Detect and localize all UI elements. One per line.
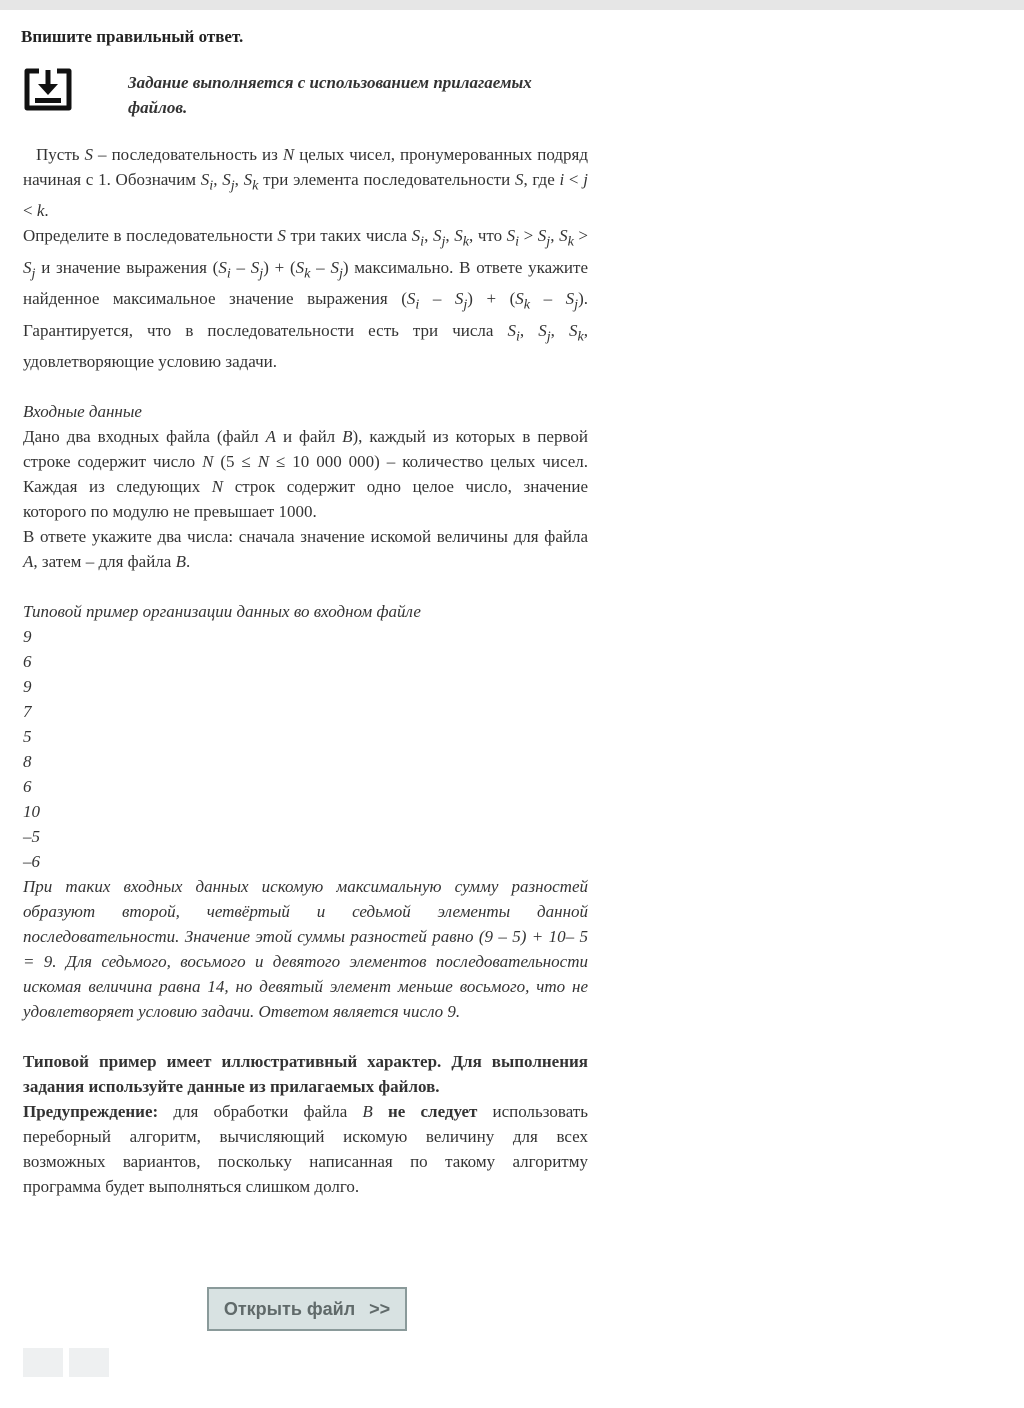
sample-heading: Типовой пример организации данных во входном файле: [23, 601, 421, 621]
double-chevron-right-icon: >>: [369, 1298, 391, 1319]
task-content: [23, 142, 588, 1199]
sample-value: –5: [23, 826, 40, 846]
sample-value: 9: [23, 676, 32, 696]
sample-value: 5: [23, 726, 32, 746]
nav-placeholder-left[interactable]: [23, 1348, 63, 1377]
open-file-button[interactable]: [207, 1287, 407, 1331]
illustrative-note: Типовой пример имеет иллюстративный характер. Для выполнения задания используйте данные из прилагаемых файлов.: [23, 1051, 588, 1096]
task-statement: Пусть S – последовательность из N целых чисел, пронумерованных подряд начиная с 1. Обозначим $S_i$, $S_j$, $S_k$ три элемента последовательности S, где i < j < k.: [23, 145, 588, 221]
answer-instruction: В ответе укажите два числа: сначала значение искомой величины для файла A, затем – для файла B.: [23, 526, 588, 571]
sample-values: [23, 624, 588, 874]
input-description: Дано два входных файла (файл A и файл B), каждый из которых в первой строке содержит число N (5 ≤ N ≤ 10 000 000) – количество целых чисел. Каждая из следующих N строк содержит одно целое число, значение которого по модулю не превышает 1000.: [23, 426, 589, 521]
sample-value: 8: [23, 751, 32, 771]
top-bar: [0, 0, 1024, 10]
nav-placeholder-right[interactable]: [69, 1348, 109, 1377]
sample-value: 6: [23, 651, 32, 671]
sample-value: 6: [23, 776, 32, 796]
sample-value: 10: [23, 801, 40, 821]
sample-value: 7: [23, 701, 32, 721]
file-note: Задание выполняется с использованием прилагаемых файлов.: [128, 73, 532, 117]
sample-value: 9: [23, 626, 32, 646]
input-heading: Входные данные: [23, 401, 142, 421]
task-condition: Определите в последовательности S три таких числа $S_i$, $S_j$, $S_k$, что $S_i > S_j$, $S_k > S_j$ и значение выражения $(S_i - S_j) + (S_k - S_j)$ максимально. В ответе укажите найденное максимальное значение выражения $(S_i - S_j) + (S_k - S_j)$. Гарантируется, что в последовательности есть три числа $S_i$, $S_j$, $S_k$, удовлетворяющие условию задачи.: [23, 226, 589, 371]
sample-explanation: При таких входных данных искомую максимальную сумму разностей образуют второй, четвёртый и седьмой элементы данной последовательности. Значение этой суммы разностей равно (9 – 5) + 10– 5 = 9. Для седьмого, восьмого и девятого элементов последовательности искомая величина равна 14, но девятый элемент меньше восьмого, что не удовлетворяет условию задачи. Ответом является число 9.: [23, 876, 588, 1021]
open-file-label: Открыть файл: [223, 1298, 356, 1319]
instruction-title: Впишите правильный ответ.: [21, 27, 244, 46]
warning: Предупреждение: для обработки файла B не следует использовать переборный алгоритм, вычисляющий искомую величину для всех возможных вариантов, поскольку написанная по такому алгоритму программа будет выполняться слишком долго.: [23, 1101, 588, 1196]
sample-value: –6: [23, 851, 40, 871]
download-icon[interactable]: [23, 67, 73, 112]
